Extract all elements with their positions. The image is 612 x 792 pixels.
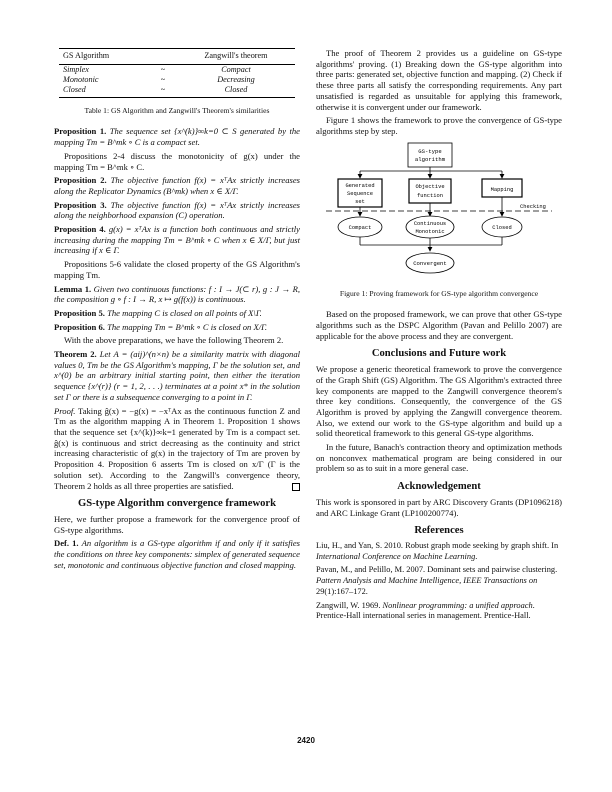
table-cell: Closed: [177, 85, 295, 98]
qed-square-icon: [292, 483, 300, 491]
paragraph: Propositions 2-4 discuss the monotonicity of g(x) under the mapping Tm = B^mk ∘ C.: [54, 150, 300, 172]
table-cell: Decreasing: [217, 74, 255, 84]
reference-item: Pavan, M., and Pelillo, M. 2007. Dominant sets and pairwise clustering. Pattern Analysis and Machine Intelligence, IEEE Transactions on 29(1):167–172.: [316, 565, 558, 596]
compact-label: Compact: [348, 224, 372, 231]
table-row: [59, 64, 295, 75]
generated-label: Generated: [345, 182, 375, 189]
table-cell: Monotonic: [63, 74, 99, 84]
table-cell: ~: [160, 74, 166, 84]
table-cell: Compact: [221, 64, 251, 74]
section-heading: GS-type Algorithm convergence framework: [78, 498, 276, 510]
function-label: function: [417, 192, 443, 199]
lemma-1: Lemma 1. Given two continuous functions: f : I → J(⊂ r), g : J → R, the composition g ∘ f : I → R, x ↦ g(f(x)) is continuous.: [54, 283, 300, 305]
continuous-label: Continuous: [413, 220, 447, 227]
left-column: [54, 48, 300, 573]
table-header: [149, 49, 177, 65]
paragraph: Based on the proposed framework, we can prove that other GS-type algorithms such as the DSPC Algorithm (Pavan and Pelillo 2007) are applicable for the above process and they are convergent.: [316, 309, 562, 341]
gs-type-box: [408, 143, 452, 167]
framework-diagram: [316, 141, 562, 281]
paragraph: This work is sponsored in part by ARC Discovery Grants (DP1096218) and ARC Linkage Grant (LP100200774).: [316, 496, 562, 518]
gs-type-label: GS-type: [418, 147, 442, 155]
table-row: [59, 85, 295, 98]
table-cell: Closed: [59, 85, 149, 98]
proof: Proof. Taking ĝ(x) = −g(x) = −xᵀAx as the continuous function Z and Tm as the algorithm mapping A in Theorem 1. Proposition 1 shows that the sequence set {x^(k)}∞k=1 generated by Tm is a compact set. ĝ(x) is continuous and strict decreasing as the continuity and strict increasing characteristic of g(x) in the trajectory of Tm are proven by Proposition 4. Proposition 6 asserts Tm is closed on x/Γ (Γ is the solution set). According to the Zangwill's convergence theory, Theorem 2 holds as all three properties are satisfied.: [54, 405, 300, 491]
objective-label: Objective: [415, 183, 445, 190]
conclusions-heading: Conclusions and Future work: [371, 348, 507, 360]
paragraph: Figure 1 shows the framework to prove the convergence of GS-type algorithms step by step.: [316, 115, 562, 136]
reference-item: Zangwill, W. 1969. Nonlinear programming: a unified approach. Prentice-Hall international series in management. Prentice-Hall.: [316, 600, 535, 621]
mapping-label: Mapping: [490, 186, 514, 193]
monotonic-label: Monotonic: [415, 228, 445, 235]
proposition-1: Proposition 1. The sequence set {x^(k)}∞k=0 ⊂ S generated by the mapping Tm = B^mk ∘ C is a compact set.: [54, 126, 300, 148]
framework-figure: [316, 141, 562, 281]
definition-1: Def. 1. An algorithm is a GS-type algorithm if and only if it satisfies the conditions on three key components: simplex of generated sequence set, monotonic and continuous objective function and closed mapping.: [54, 538, 300, 570]
table-row: [59, 75, 295, 85]
table-header: Zangwill's theorem: [177, 49, 295, 65]
proposition-6: Proposition 6. The mapping Tm = B^mk ∘ C is closed on X/Γ.: [54, 321, 268, 332]
proposition-5: Proposition 5. The mapping C is closed on all points of X\Γ.: [54, 307, 262, 318]
proposition-2: Proposition 2. The objective function f(x) = xᵀAx strictly increases along the Replicator Dynamics (B^mk) when x ∈ X/Γ.: [54, 175, 300, 196]
table-cell: Simplex: [63, 64, 89, 74]
table-header: GS Algorithm: [59, 49, 149, 65]
sequence-label: Sequence: [347, 190, 373, 197]
paragraph: Here, we further propose a framework for the convergence proof of GS-type algorithms.: [54, 513, 300, 535]
convergent-label: Convergent: [413, 259, 447, 267]
paragraph: We propose a generic theoretical framework to prove the convergence of the Graph Shift (GS) Algorithm. The GS Algorithm's extracted three key components are mapped to the Zangwill convergence theorem's three key conditions. Consequently, the convergence of the GS Algorithm is proved by applying the Zangwill convergence theorem. Also, we extend our work to the GS-type algorithm and build up a solid theoretical framework to this general GS-type algorithms.: [316, 364, 562, 439]
references-heading: References: [414, 525, 464, 537]
proposition-4: Proposition 4. g(x) = xᵀAx is a function both continuous and strictly increasing during the mapping Tm = B^mk ∘ C when x ∈ X/Γ, but just increasing if x ∈ Γ.: [54, 224, 300, 256]
acknowledgement-heading: Acknowledgement: [397, 481, 481, 493]
table-cell: ~: [160, 64, 166, 74]
page-number: 2420: [297, 736, 315, 745]
paragraph: With the above preparations, we have the following Theorem 2.: [64, 335, 284, 346]
algorithm-label: algorithm: [414, 155, 446, 163]
table-caption: Table 1: GS Algorithm and Zangwill's Theorem's similarities: [84, 105, 270, 115]
table-cell: ~: [149, 85, 177, 98]
theorem-2: Theorem 2. Let A = (aij)^(n×n) be a similarity matrix with diagonal values 0, Tm be the GS Algorithm's mapping, Γ be the solution set, and x^(0) be an arbitrary initial starting point, then either the iteration sequence {x^(r)} (r = 1, 2, . . .) terminates at a point x* in the solution set Γ or there is a subsequence converging to a point in Γ.: [54, 349, 301, 402]
proposition-3: Proposition 3. The objective function f(x) = xᵀAx strictly increases along the neighborhood expansion (C) operation.: [54, 199, 300, 221]
paragraph: The proof of Theorem 2 provides us a guideline on GS-type algorithms' proving. (1) Breaking down the GS-type algorithm into three parts: generated set, objective function and mapping. (2) Check if these three parts all satisfy the corresponding requirements. Any part unsatisfied is regarded as unsuitable for applying this framework, otherwise it is convergent under our framework.: [316, 48, 562, 112]
checking-label: Checking: [520, 203, 546, 210]
closed-label: Closed: [492, 224, 512, 231]
set-label: set: [355, 198, 365, 205]
right-column: [316, 48, 562, 625]
figure-caption: Figure 1: Proving framework for GS-type algorithm convergence: [339, 288, 539, 298]
similarity-table: [59, 48, 295, 98]
objective-function-box: [409, 179, 451, 203]
reference-item: Liu, H., and Yan, S. 2010. Robust graph mode seeking by graph shift. In International Conference on Machine Learning.: [316, 540, 559, 561]
paragraph: Propositions 5-6 validate the closed property of the GS Algorithm's mapping Tm.: [54, 259, 300, 280]
paragraph: In the future, Banach's contraction theory and optimization methods on nonconvex mathematical program are being considered in our problem so as to suit in a more general case.: [316, 442, 562, 474]
